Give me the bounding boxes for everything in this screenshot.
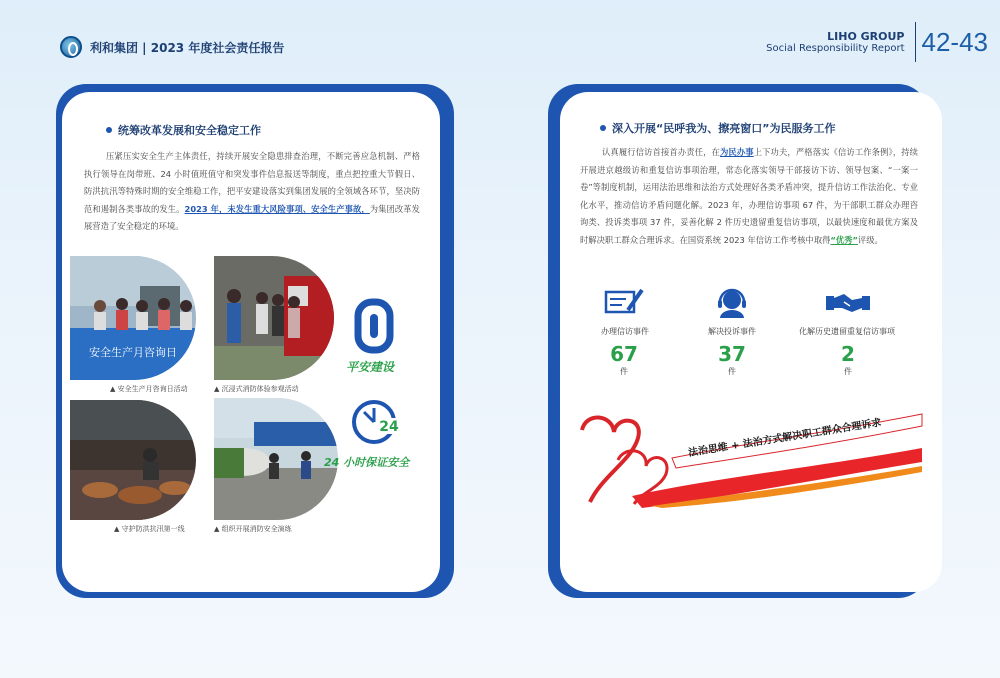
right-panel <box>560 92 942 592</box>
left-paragraph-highlight: 2023 年，未发生重大风险事项、安全生产事故， <box>184 203 370 214</box>
photo-caption: ▲ 组织开展消防安全演练 <box>214 525 292 533</box>
header-page-info <box>766 22 988 62</box>
clock-24-icon <box>350 398 404 452</box>
right-paragraph <box>580 144 918 249</box>
company-logo <box>60 36 82 58</box>
left-paragraph-text: 压紧压实安全生产主体责任，持续开展安全隐患排查治理，不断完善应急机制、严格执行领导在岗带班、24 小时值班值守和突发事件信息报送等制度，重点把控重大节假日、防洪抗汛等特殊时期的安全维稳工作，把平安建设落实到集团发展的全领域各环节，坚决防范和遏制各类事故的发生。 <box>84 151 420 214</box>
banner-text: 法治思维 + 法治方式解决职工群众合理诉求 <box>687 417 883 459</box>
photo-caption: ▲ 守护防洪抗汛第一线 <box>114 525 185 533</box>
bullet-dot <box>106 127 112 133</box>
zero-badge <box>354 298 394 354</box>
photo-flood-control <box>70 400 196 520</box>
report-subtitle: Social Responsibility Report <box>766 43 905 54</box>
group-name: LIHO GROUP <box>827 30 905 43</box>
header-divider <box>915 22 916 62</box>
badge-24-label: 24 小时保证安全 <box>324 456 410 469</box>
photo-fire-drill <box>214 398 338 520</box>
stat-label: 解决投诉事件 <box>708 327 756 336</box>
stat-label: 化解历史遗留重复信访事项 <box>799 327 895 336</box>
left-section-title-text: 统筹改革发展和安全稳定工作 <box>118 124 261 137</box>
report-title: 利和集团 | 2023 年度社会责任报告 <box>90 40 285 55</box>
badge-24-number: 24 <box>379 419 399 435</box>
right-section-title-text: 深入开展“民呼我为、擦亮窗口”为民服务工作 <box>612 122 836 135</box>
right-paragraph-end: 评级。 <box>857 234 883 245</box>
photo-safety-consultation <box>70 256 196 380</box>
page-number: 42-43 <box>921 26 988 57</box>
photo-fire-experience <box>214 256 334 380</box>
photo-caption: ▲ 沉浸式消防体验参观活动 <box>214 385 299 393</box>
stat-value: 2 <box>841 342 855 366</box>
photo-banner-text: 安全生产月咨询日 <box>89 346 177 359</box>
right-paragraph-text: 上下功夫，严格落实《信访工作条例》，持续开展进京越级访和重复信访事项治理，常态化落实领导干部接访下访、领导包案、“一案一卷”等制度机制，运用法治思维和法治方式处理好各类矛盾冲突，提升信访工作法治化、专业化水平，推动信访矛盾问题化解。2023 年，办理信访事项 67 件，为干部职工群众办理咨询类、投诉类事项 37 件，妥善化解 2 件历史遗留重复信访事项，以最快速度和最优方案及时解决职工群众合理诉求。在国资系统 2023 年信访工作考核中取得 <box>580 147 918 245</box>
right-paragraph-text: 认真履行信访首接首办责任，在 <box>602 147 720 157</box>
stat-unit: 件 <box>844 367 852 376</box>
left-paragraph-end: 为集团改革发展营造了安全稳定的环境。 <box>84 203 420 231</box>
left-section-title <box>106 122 261 138</box>
header-brand <box>60 36 284 58</box>
stat-unit: 件 <box>728 367 736 376</box>
right-paragraph-rating: “优秀” <box>830 234 858 245</box>
headset-agent-icon <box>712 288 752 316</box>
left-paragraph <box>84 148 420 236</box>
left-panel <box>62 92 440 592</box>
hearts-ribbon-graphic <box>572 408 938 508</box>
document-pen-icon <box>604 288 644 316</box>
photo-caption: ▲ 安全生产月咨询日活动 <box>110 385 188 393</box>
handshake-icon <box>826 290 866 318</box>
stat-value: 37 <box>718 342 746 366</box>
bullet-dot <box>600 125 606 131</box>
right-section-title <box>600 120 835 136</box>
stat-value: 67 <box>610 342 638 366</box>
right-paragraph-highlight: 为民办事 <box>719 147 754 157</box>
zero-badge-label: 平安建设 <box>346 360 395 374</box>
stat-unit: 件 <box>620 367 628 376</box>
stat-label: 办理信访事件 <box>601 327 649 336</box>
